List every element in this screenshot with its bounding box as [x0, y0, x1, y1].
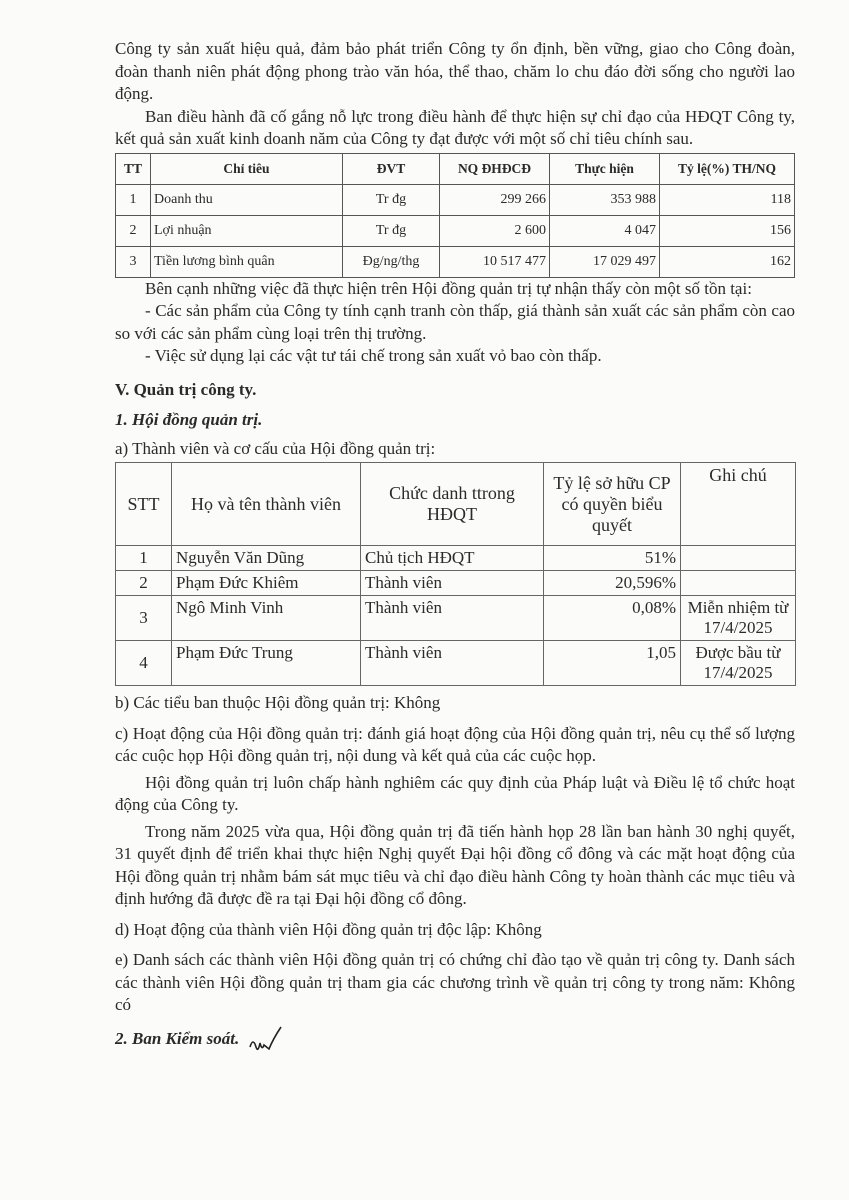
- cell-ownership: 1,05: [544, 641, 681, 686]
- cell-thuc-hien: 353 988: [550, 184, 660, 215]
- header-ty-le: Tỷ lệ(%) TH/NQ: [660, 153, 795, 184]
- signature-icon: [247, 1025, 283, 1055]
- cell-chi-tieu: Tiền lương bình quân: [151, 246, 343, 277]
- cell-name: Phạm Đức Trung: [172, 641, 361, 686]
- header-ownership: Tỷ lệ sở hữu CP có quyền biểu quyết: [544, 463, 681, 546]
- cell-ownership: 51%: [544, 546, 681, 571]
- results-table-header: [116, 153, 795, 184]
- table-row: [116, 596, 796, 641]
- board-activities-text: c) Hoạt động của Hội đồng quản trị: đánh giá hoạt động của Hội đồng quản trị, nêu cụ thể số lượng các cuộc họp Hội đồng quản trị, nội dung và kết quả của các cuộc họp.: [115, 723, 795, 765]
- header-name: Họ và tên thành viên: [172, 463, 361, 546]
- board-meetings-paragraph: Trong năm 2025 vừa qua, Hội đồng quản trị đã tiến hành họp 28 lần ban hành 30 nghị quyết, 31 quyết định để triển khai thực hiện Nghị quyết Đại hội đồng cổ đông và các mặt hoạt động của Hội đồng quản trị nhằm bám sát mục tiêu và chỉ đạo điều hành Công ty hoàn thành các mục tiêu và định hướng đã được đề ra tại Đại hội đồng cổ đông.: [115, 821, 795, 908]
- cell-note: [681, 546, 796, 571]
- cell-dvt: Tr đg: [343, 184, 440, 215]
- shortcomings-intro: Bên cạnh những việc đã thực hiện trên Hội đồng quản trị tự nhận thấy còn một số tồn tại:: [145, 278, 752, 298]
- table-row: [116, 246, 795, 277]
- cell-name: Phạm Đức Khiêm: [172, 571, 361, 596]
- header-dvt: ĐVT: [343, 153, 440, 184]
- cell-ownership: 20,596%: [544, 571, 681, 596]
- cell-position: Chủ tịch HĐQT: [361, 546, 544, 571]
- board-compliance-paragraph: Hội đồng quản trị luôn chấp hành nghiêm các quy định của Pháp luật và Điều lệ tổ chức hoạt động của Công ty.: [115, 772, 795, 814]
- cell-ty-le: 118: [660, 184, 795, 215]
- cell-nq: 299 266: [440, 184, 550, 215]
- table-row: [116, 184, 795, 215]
- independent-members-text: d) Hoạt động của thành viên Hội đồng quản trị độc lập: Không: [115, 919, 542, 939]
- table-row: [116, 546, 796, 571]
- section-5-title: V. Quản trị công ty.: [115, 379, 257, 399]
- board-members-label: a) Thành viên và cơ cấu của Hội đồng quản trị:: [115, 438, 436, 458]
- header-thuc-hien: Thực hiện: [550, 153, 660, 184]
- header-note: Ghi chú: [681, 463, 796, 546]
- cell-thuc-hien: 4 047: [550, 215, 660, 246]
- cell-position: Thành viên: [361, 571, 544, 596]
- shortcoming-item: - Việc sử dụng lại các vật tư tái chế trong sản xuất vỏ bao còn thấp.: [145, 346, 602, 365]
- header-stt: STT: [116, 463, 172, 546]
- cell-note: Miễn nhiệm từ 17/4/2025: [681, 596, 796, 641]
- cell-ownership: 0,08%: [544, 596, 681, 641]
- cell-tt: 1: [116, 184, 151, 215]
- intro-paragraph-2: Ban điều hành đã cố gắng nỗ lực trong điều hành để thực hiện sự chỉ đạo của HĐQT Công ty, kết quả sản xuất kinh doanh năm của Công ty đạt được với một số chỉ tiêu chính sau.: [115, 106, 795, 148]
- cell-position: Thành viên: [361, 596, 544, 641]
- cell-chi-tieu: Doanh thu: [151, 184, 343, 215]
- table-row: [116, 571, 796, 596]
- cell-tt: 3: [116, 246, 151, 277]
- header-nq: NQ ĐHĐCĐ: [440, 153, 550, 184]
- cell-thuc-hien: 17 029 497: [550, 246, 660, 277]
- cell-stt: 2: [116, 571, 172, 596]
- results-table: [115, 153, 795, 278]
- intro-paragraph-1: Công ty sản xuất hiệu quả, đảm bảo phát triển Công ty ổn định, bền vững, giao cho Công đoàn, đoàn thanh niên phát động phong trào văn hóa, thể thao, chăm lo chu đáo đời sống cho người lao động.: [115, 39, 795, 103]
- cell-nq: 10 517 477: [440, 246, 550, 277]
- header-position: Chức danh ttrong HĐQT: [361, 463, 544, 546]
- cell-name: Ngô Minh Vinh: [172, 596, 361, 641]
- header-chi-tieu: Chỉ tiêu: [151, 153, 343, 184]
- cell-tt: 2: [116, 215, 151, 246]
- cell-dvt: Đg/ng/thg: [343, 246, 440, 277]
- header-tt: TT: [116, 153, 151, 184]
- board-table-header: [116, 463, 796, 546]
- cell-name: Nguyễn Văn Dũng: [172, 546, 361, 571]
- cell-chi-tieu: Lợi nhuận: [151, 215, 343, 246]
- cell-ty-le: 162: [660, 246, 795, 277]
- table-row: [116, 641, 796, 686]
- cell-note: Được bầu từ 17/4/2025: [681, 641, 796, 686]
- training-list-text: e) Danh sách các thành viên Hội đồng quản trị có chứng chỉ đào tạo về quản trị công ty. Danh sách các thành viên Hội đồng quản trị tham gia các chương trình về quản trị công ty trong năm: Không có: [115, 950, 795, 1014]
- subsection-1-title: 1. Hội đồng quản trị.: [115, 409, 263, 429]
- cell-dvt: Tr đg: [343, 215, 440, 246]
- document-page: [115, 38, 795, 1055]
- cell-stt: 3: [116, 596, 172, 641]
- cell-note: [681, 571, 796, 596]
- cell-position: Thành viên: [361, 641, 544, 686]
- table-row: [116, 215, 795, 246]
- board-members-table: [115, 462, 796, 686]
- cell-stt: 4: [116, 641, 172, 686]
- cell-stt: 1: [116, 546, 172, 571]
- subsection-2-title: [115, 1025, 795, 1055]
- subsection-2-label: 2. Ban Kiểm soát.: [115, 1028, 240, 1048]
- subcommittees-text: b) Các tiểu ban thuộc Hội đồng quản trị: Không: [115, 693, 441, 712]
- cell-ty-le: 156: [660, 215, 795, 246]
- shortcoming-item: - Các sản phẩm của Công ty tính cạnh tranh còn thấp, giá thành sản xuất các sản phẩm còn cao so với các sản phẩm cùng loại trên thị trường.: [115, 301, 795, 343]
- cell-nq: 2 600: [440, 215, 550, 246]
